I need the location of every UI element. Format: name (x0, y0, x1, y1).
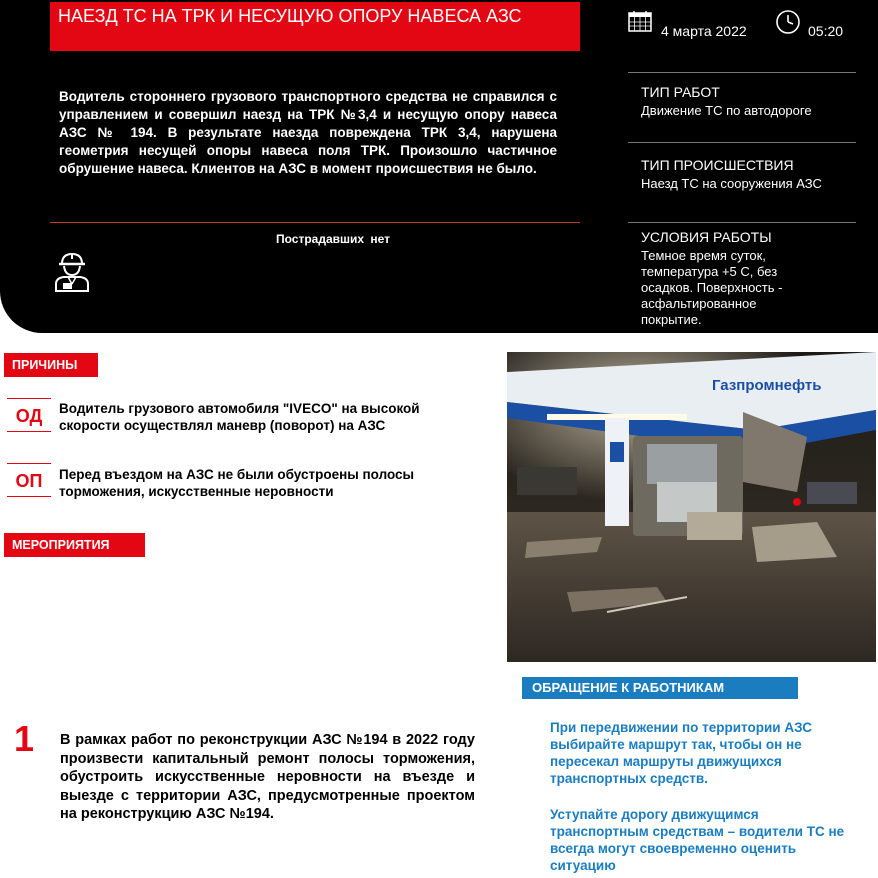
cause-code-op: ОП (7, 463, 51, 497)
incident-header-panel (0, 0, 878, 333)
appeal-paragraph-1: При передвижении по территории АЗС выбирайте маршрут так, чтобы он не пересекал маршруты движущихся транспортных средств. (550, 720, 812, 786)
work-type-value: Движение ТС по автодороге (641, 103, 812, 118)
divider (628, 222, 856, 223)
causes-heading: ПРИЧИНЫ (4, 353, 98, 377)
appeal-paragraph-2: Уступайте дорогу движущимся транспортным средствам – водители ТС не всегда могут своевременно оценить ситуацию (550, 807, 845, 873)
incident-description: Водитель стороннего грузового транспортного средства не справился с управлением и совершил наезд на ТРК №3,4 и несущую опору навеса АЗС № 194. В результате наезда повреждена ТРК 3,4, нарушена геометрия несущей опоры навеса поля ТРК. Произошло частичное обрушение навеса. Клиентов на АЗС в момент происшествия не было. (59, 89, 557, 176)
appeal-heading: ОБРАЩЕНИЕ К РАБОТНИКАМ (522, 677, 798, 699)
work-conditions-block (641, 229, 856, 328)
incident-type-block (641, 157, 856, 192)
divider (628, 142, 856, 143)
clock-icon (775, 9, 801, 35)
incident-date: 4 марта 2022 (661, 23, 747, 39)
work-type-label: ТИП РАБОТ (641, 84, 720, 100)
incident-time: 05:20 (808, 23, 844, 39)
incident-photo (507, 352, 876, 662)
work-conditions-value: Темное время суток, температура +5 С, без осадков. Поверхность - асфальтированное покрытие. (641, 248, 783, 327)
cause-code-od: ОД (7, 398, 51, 432)
calendar-icon (628, 10, 652, 32)
worker-icon (52, 250, 92, 292)
work-type-block (641, 84, 856, 119)
divider (628, 72, 856, 73)
measure-text: В рамках работ по реконструкции АЗС №194 в 2022 году произвести капитальный ремонт полосы торможения, обустроить искусственные неровности на въезде и выезде с территории АЗС, предусмотренные проектом на реконструкцию АЗС №194. (60, 732, 475, 822)
work-conditions-label: УСЛОВИЯ РАБОТЫ (641, 229, 772, 245)
incident-title: НАЕЗД ТС НА ТРК И НЕСУЩУЮ ОПОРУ НАВЕСА АЗС (50, 2, 580, 51)
canopy-logo-text: Газпромнефть (712, 377, 822, 394)
incident-type-label: ТИП ПРОИСШЕСТВИЯ (641, 157, 794, 173)
cause-text-od: Водитель грузового автомобиля "IVECO" на высокой скорости осуществлял маневр (поворот) на АЗС (59, 401, 420, 433)
incident-type-value: Наезд ТС на сооружения АЗС (641, 176, 822, 191)
measure-number: 1 (14, 718, 35, 759)
measures-heading: МЕРОПРИЯТИЯ (4, 533, 145, 557)
cause-text-op: Перед въездом на АЗС не были обустроены полосы торможения, искусственные неровности (59, 467, 415, 499)
divider (50, 222, 580, 223)
victims-status: Пострадавших нет (276, 232, 391, 246)
